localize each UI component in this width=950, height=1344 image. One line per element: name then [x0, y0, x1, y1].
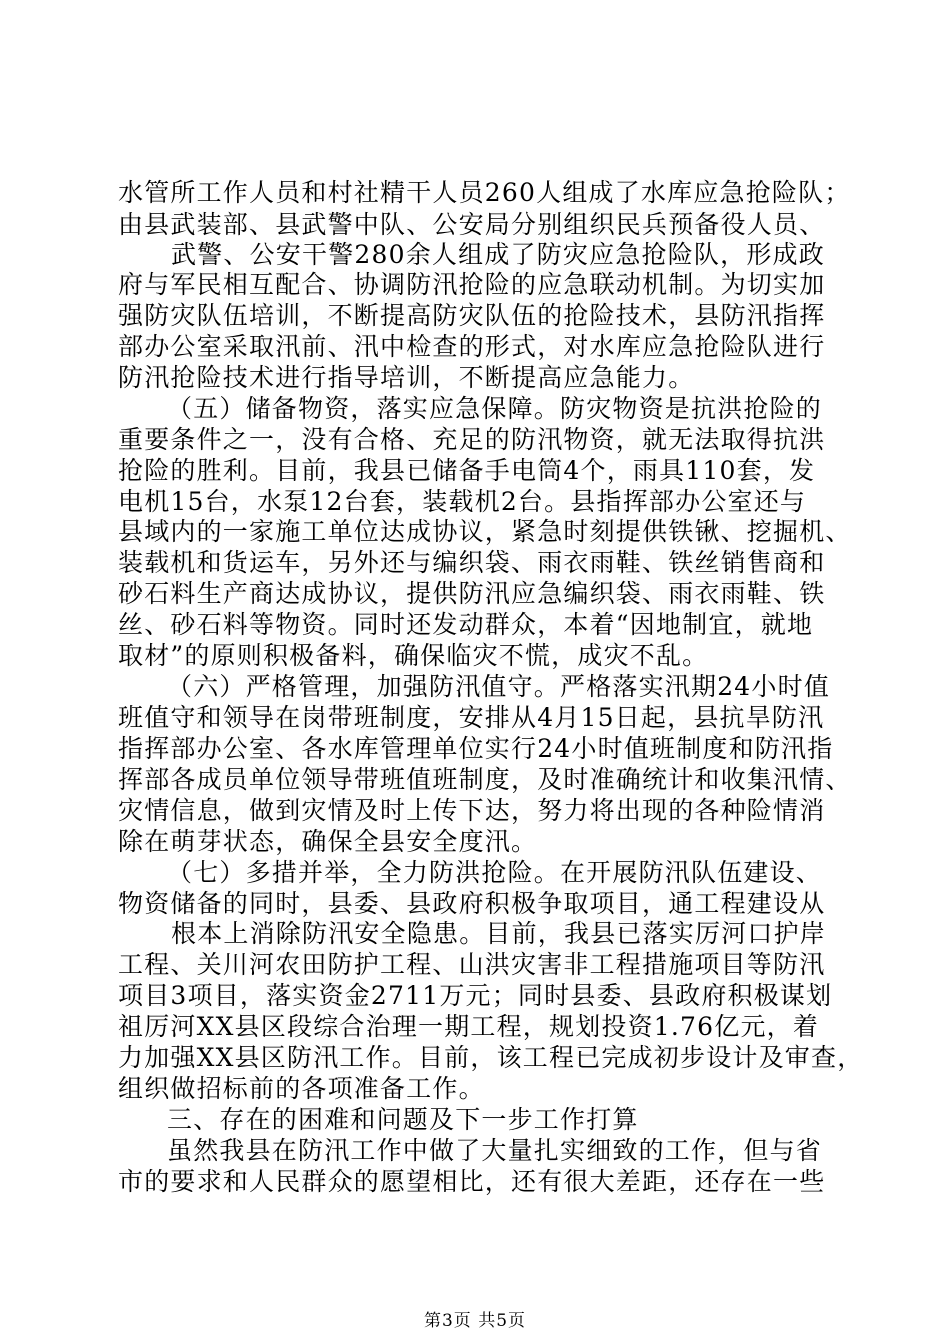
text-line: 府与军民相互配合、协调防汛抢险的应急联动机制。为切实加 — [118, 270, 826, 299]
text-line: 工程、关川河农田防护工程、山洪灾害非工程措施项目等防汛 — [118, 950, 826, 979]
section-heading: 三、存在的困难和问题及下一步工作打算 — [167, 1105, 639, 1134]
text-line: 丝、砂石料等物资。同时还发动群众，本着“因地制宜，就地 — [118, 610, 814, 639]
text-line: 灾情信息，做到灾情及时上传下达，努力将出现的各种险情消 — [118, 796, 826, 825]
text-line: 市的要求和人民群众的愿望相比，还有很大差距，还存在一些 — [118, 1167, 826, 1196]
text-line: 挥部各成员单位领导带班值班制度，及时准确统计和收集汛情、 — [118, 765, 852, 794]
text-line: （七）多措并举，全力防洪抢险。在开展防汛队伍建设、 — [167, 858, 823, 887]
text-line: 县域内的一家施工单位达成协议，紧急时刻提供铁锹、挖掘机、 — [118, 517, 852, 546]
text-line: 抢险的胜利。目前，我县已储备手电筒4个，雨具110套，发 — [118, 456, 816, 485]
text-line: 部办公室采取汛前、汛中检查的形式，对水库应急抢险队进行 — [118, 332, 826, 361]
text-line: 祖厉河XX县区段综合治理一期工程，规划投资1.76亿元，着 — [118, 1012, 820, 1041]
text-line: 除在萌芽状态，确保全县安全度汛。 — [118, 827, 538, 856]
text-line: （五）储备物资，落实应急保障。防灾物资是抗洪抢险的 — [167, 394, 823, 423]
text-line: （六）严格管理，加强防汛值守。严格落实汛期24小时值 — [167, 672, 831, 701]
text-line: 砂石料生产商达成协议，提供防汛应急编织袋、雨衣雨鞋、铁 — [118, 579, 826, 608]
text-line: 物资储备的同时，县委、县政府积极争取项目，通工程建设从 — [118, 889, 826, 918]
text-line: 虽然我县在防汛工作中做了大量扎实细致的工作，但与省 — [167, 1136, 823, 1165]
text-line: 取材”的原则积极备料，确保临灾不慌，成灾不乱。 — [118, 641, 709, 670]
text-line: 电机15台，水泵12台套，装载机2台。县指挥部办公室还与 — [118, 487, 807, 516]
text-line: 强防灾队伍培训，不断提高防灾队伍的抢险技术，县防汛指挥 — [118, 301, 826, 330]
text-line: 武警、公安干警280余人组成了防灾应急抢险队，形成政 — [171, 240, 825, 269]
text-line: 根本上消除防汛安全隐患。目前，我县已落实厉河口护岸 — [171, 919, 827, 948]
text-line: 防汛抢险技术进行指导培训，不断提高应急能力。 — [118, 363, 695, 392]
text-line: 水管所工作人员和村社精干人员260人组成了水库应急抢险队； — [118, 178, 851, 207]
page-number-footer: 第3页 共5页 — [423, 1311, 527, 1331]
text-line: 班值守和领导在岗带班制度，安排从4月15日起，县抗旱防汛 — [118, 703, 825, 732]
text-line: 力加强XX县区防汛工作。目前，该工程已完成初步设计及审查， — [118, 1043, 864, 1072]
text-line: 指挥部办公室、各水库管理单位实行24小时值班制度和防汛指 — [118, 734, 834, 763]
text-line: 项目3项目，落实资金2711万元；同时县委、县政府积极谋划 — [118, 981, 833, 1010]
text-line: 重要条件之一，没有合格、充足的防汛物资，就无法取得抗洪 — [118, 425, 826, 454]
text-line: 组织做招标前的各项准备工作。 — [118, 1074, 485, 1103]
text-line: 装载机和货运车，另外还与编织袋、雨衣雨鞋、铁丝销售商和 — [118, 548, 826, 577]
text-line: 由县武装部、县武警中队、公安局分别组织民兵预备役人员、 — [118, 210, 826, 239]
